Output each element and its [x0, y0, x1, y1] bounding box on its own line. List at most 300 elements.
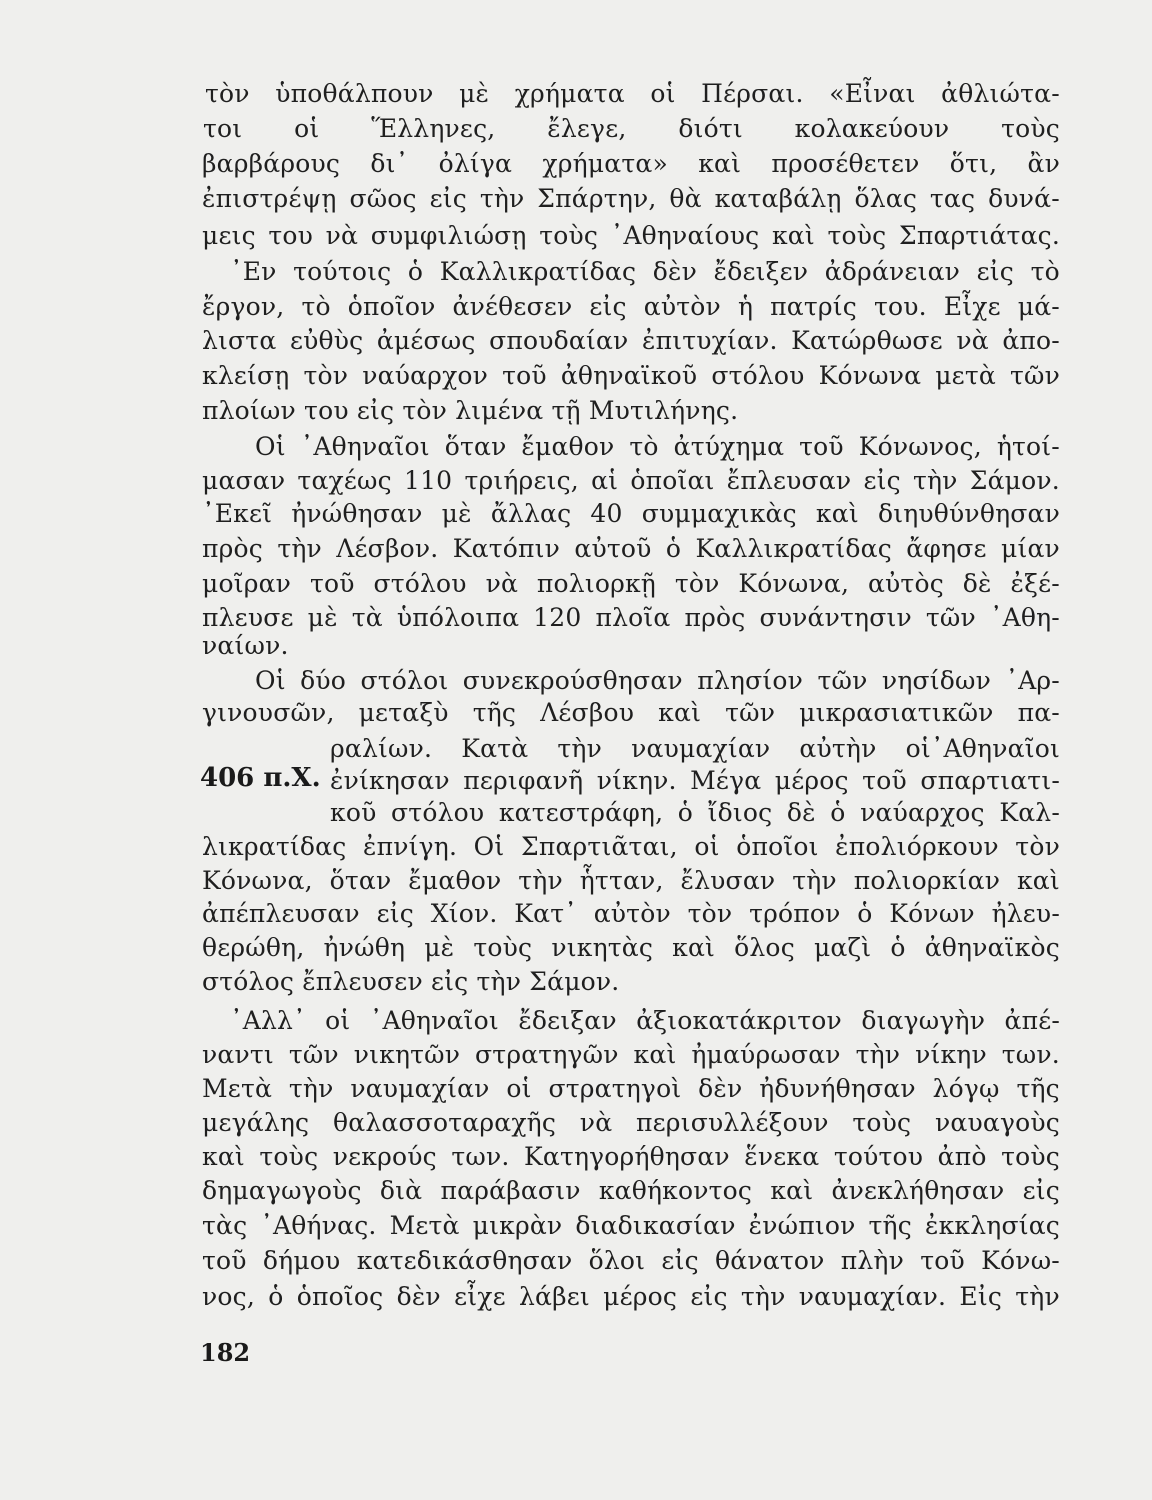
word: τοῦ	[502, 361, 547, 390]
word: διὰ	[379, 1176, 423, 1205]
word: νίκην.	[596, 766, 677, 795]
text-line	[202, 697, 1060, 729]
word: πρὸς	[202, 534, 263, 563]
text-line	[202, 568, 1060, 600]
word: δι᾿	[370, 149, 409, 178]
word: τὴν	[855, 1040, 901, 1069]
word: Καλλικρατίδας	[439, 257, 637, 286]
word: ὑπόλοιπα	[396, 603, 520, 632]
word: Κόνωνα,	[202, 866, 313, 895]
word: νησίδων	[881, 666, 992, 695]
word: τὴν	[518, 866, 563, 895]
word: ἠνώθη	[323, 933, 406, 962]
word: ᾿Αλλ᾿	[230, 1006, 306, 1035]
word: Οἱ	[255, 432, 286, 461]
text-line	[203, 113, 1060, 145]
word: τοῦ	[799, 432, 844, 461]
word: δήμου	[262, 1246, 341, 1275]
word: τὴν	[740, 1282, 786, 1311]
word: πατρίς	[770, 292, 857, 321]
word: σπουδαίαν	[489, 326, 629, 355]
word: ὑποθάλπουν	[275, 79, 434, 108]
word: τῶν	[1009, 361, 1060, 390]
word: μαζὶ	[813, 933, 872, 962]
word: τὴν	[557, 734, 603, 763]
word: εἰς	[376, 899, 414, 928]
word: τὸν	[205, 79, 250, 108]
word: νὰ	[579, 1108, 613, 1137]
word: τούτου	[833, 1142, 924, 1171]
word: καὶ	[698, 149, 742, 178]
word: ραλίων.	[330, 734, 433, 763]
word: ᾿Εν	[230, 257, 277, 286]
word: στόλοι	[360, 666, 449, 695]
word: συνάντησιν	[759, 603, 912, 632]
word: τὰς	[202, 1211, 248, 1240]
word: ἐπιστρέψῃ	[202, 184, 337, 213]
word: στόλου	[373, 569, 467, 598]
word: νος,	[202, 1282, 255, 1311]
word: ἐπνίγη.	[362, 832, 458, 861]
word: ὁποῖοι	[736, 832, 819, 861]
word: ἴδιος	[707, 798, 773, 827]
word: Σπάρτην,	[537, 184, 657, 213]
word: ὅλοι	[588, 1246, 646, 1275]
text-line	[202, 291, 1060, 323]
word: διαδικασίαν	[575, 1211, 736, 1240]
word: εἶχε	[454, 1282, 506, 1311]
word: μικρὰν	[472, 1211, 563, 1240]
word: Σπαρτιᾶται,	[520, 832, 678, 861]
word: ὁποῖος	[296, 1282, 384, 1311]
word: ἂν	[1027, 149, 1060, 178]
word: τὸν	[303, 361, 349, 390]
word: ᾿Αρ-	[1005, 666, 1060, 695]
word: ὀλίγα	[438, 149, 513, 178]
word: τοὺς	[1001, 1142, 1060, 1171]
word: δὲν	[698, 1074, 743, 1103]
word: μίαν	[1001, 534, 1060, 563]
word: διαγωγὴν	[861, 1006, 986, 1035]
word: εἰς	[1022, 1176, 1060, 1205]
text-line: στόλος ἔπλευσεν εἰς τὴν Σάμον.	[202, 967, 620, 996]
word: μοῖραν	[202, 569, 292, 598]
word: κοῦ	[330, 798, 377, 827]
word: ταχέως	[297, 466, 392, 495]
word: τῆς	[472, 698, 517, 727]
word: τοῦ	[920, 1246, 965, 1275]
word: πολιορκίαν	[853, 866, 1001, 895]
word: ὁ	[830, 798, 846, 827]
word: εἰς	[589, 292, 627, 321]
word: ναντι	[202, 1040, 274, 1069]
word: τοι	[203, 114, 243, 143]
word: καὶ	[202, 1142, 245, 1171]
word: σῶος	[349, 184, 417, 213]
word: Μέγα	[690, 766, 762, 795]
word: οἱ᾿Αθηναῖοι	[905, 734, 1060, 763]
word: πα-	[1017, 698, 1060, 727]
word: Εἰς	[959, 1282, 1003, 1311]
word: ναύαρχος	[860, 798, 985, 827]
word: τοὺς	[827, 221, 887, 250]
word: οἱ	[694, 832, 720, 861]
word: τοὺς	[852, 1108, 912, 1137]
word: ναυμαχίαν.	[798, 1282, 947, 1311]
word: καὶ	[672, 933, 716, 962]
word: ἔμαθον	[408, 866, 502, 895]
word: στρατηγοὶ	[548, 1074, 682, 1103]
word: θὰ	[669, 184, 702, 213]
word: μετὰ	[935, 361, 996, 390]
word: τοὺς	[539, 221, 599, 250]
word: τῆς	[1016, 1074, 1060, 1103]
word: ὅταν	[329, 866, 392, 895]
word: μεγάλης	[202, 1108, 310, 1137]
word: ὅλος	[734, 933, 795, 962]
word: μεις	[202, 221, 256, 250]
word: Λέσβου	[540, 698, 635, 727]
word: 120	[533, 603, 582, 632]
text-line	[202, 148, 1060, 180]
word: νὰ	[325, 221, 359, 250]
word: ἀπο-	[1002, 326, 1060, 355]
word: σπαρτιατι-	[920, 766, 1060, 795]
word: Καλ-	[999, 798, 1060, 827]
word: λόγῳ	[932, 1074, 1000, 1103]
word: τριήρεις,	[464, 466, 579, 495]
word: δημαγωγοὺς	[202, 1176, 362, 1205]
word: μέρος	[603, 1282, 678, 1311]
word: ὁ	[890, 933, 906, 962]
word: ἔργον,	[202, 292, 285, 321]
word: τούτοις	[293, 257, 392, 286]
word: ᾿Αθηναῖοι	[300, 432, 430, 461]
text-line	[202, 1039, 1060, 1071]
word: τὰ	[351, 603, 383, 632]
word: μικρασιατικῶν	[799, 698, 994, 727]
word: των.	[451, 1142, 510, 1171]
word: ἀδράνειαν	[824, 257, 961, 286]
word: προσέθετεν	[771, 149, 920, 178]
word: οἱ	[325, 1006, 351, 1035]
word: νεκρούς	[332, 1142, 437, 1171]
word: καθήκοντος	[598, 1176, 753, 1205]
text-line	[202, 498, 1060, 530]
word: βαρβάρους	[202, 149, 341, 178]
word: εἰς	[690, 1282, 728, 1311]
text-line	[202, 465, 1060, 497]
word: τοῦ	[309, 569, 355, 598]
word: διηυθύνθησαν	[877, 499, 1060, 528]
word: ὅταν	[444, 432, 507, 461]
word: περισυλλέξουν	[636, 1108, 829, 1137]
text-line	[230, 1005, 1060, 1037]
word: τας	[929, 184, 976, 213]
text-line	[330, 733, 1060, 765]
word: αὐτὴν	[799, 734, 877, 763]
word: δύο	[300, 666, 347, 695]
text-line	[202, 183, 1060, 215]
word: Κόνωνα,	[738, 569, 850, 598]
word: μὲ	[307, 603, 338, 632]
word: «Εἶναι	[829, 79, 916, 108]
text-line	[202, 602, 1060, 634]
word: νικητὰς	[551, 933, 654, 962]
word: τὸ	[301, 292, 331, 321]
word: Εἶχε	[943, 292, 1001, 321]
word: Κατόπιν	[452, 534, 561, 563]
word: ὁ	[268, 1282, 284, 1311]
word: τὸν	[687, 899, 733, 928]
word: Μετὰ	[202, 1074, 273, 1103]
word: ἄφησε	[906, 534, 987, 563]
word: ἠδυνήθησαν	[759, 1074, 916, 1103]
word: Μετὰ	[389, 1211, 460, 1240]
text-line	[202, 865, 1060, 897]
word: μέρος	[774, 766, 849, 795]
text-line	[202, 1107, 1060, 1139]
word: καὶ	[658, 698, 702, 727]
word: τοὺς	[473, 933, 533, 962]
text-line	[330, 797, 1060, 829]
word: δὲν	[396, 1282, 441, 1311]
word: δὲν	[652, 257, 698, 286]
word: αἱ	[591, 466, 619, 495]
word: οἱ	[294, 114, 320, 143]
word: εὐθὺς	[289, 326, 364, 355]
word: ᾿Αθηναῖοι	[369, 1006, 499, 1035]
word: ναυμαχίαν	[631, 734, 771, 763]
word: διότι	[678, 114, 743, 143]
word: τῆς	[868, 1211, 912, 1240]
word: κλείσῃ	[202, 361, 290, 390]
word: νὰ	[956, 326, 989, 355]
text-line	[255, 665, 1060, 697]
word: τὸ	[1030, 257, 1060, 286]
word: ὁποῖαι	[630, 466, 715, 495]
word: Σάμον.	[969, 466, 1060, 495]
page-number: 182	[200, 1338, 251, 1367]
word: μὲ	[424, 933, 455, 962]
text-line	[202, 1210, 1060, 1242]
word: τῶν	[817, 666, 868, 695]
word: ἀθηναϊκοῦ	[560, 361, 698, 390]
word: στρατηγῶν	[475, 1040, 619, 1069]
word: ἀξιοκατάκριτον	[636, 1006, 842, 1035]
text-line	[202, 1073, 1060, 1105]
word: 40	[590, 499, 623, 528]
word: στόλου	[711, 361, 805, 390]
word: νὰ	[485, 569, 519, 598]
word: Κατὰ	[461, 734, 529, 763]
word: ἕνεκα	[744, 1142, 820, 1171]
word: τοῦ	[202, 1246, 247, 1275]
word: τρόπον	[749, 899, 841, 928]
word: ὁ	[407, 257, 424, 286]
word: δὲ	[962, 569, 992, 598]
word: ἔδειξαν	[518, 1006, 617, 1035]
word: ἔλυσαν	[680, 866, 776, 895]
word: εἰς	[661, 1246, 699, 1275]
word: μεταξὺ	[358, 698, 449, 727]
text-line	[202, 220, 1060, 252]
word: περιφανῆ	[463, 766, 584, 795]
word: αὐτὸν	[643, 292, 721, 321]
word: συνεκρούσθησαν	[462, 666, 683, 695]
word: ὁ	[857, 899, 873, 928]
word: τὴν	[288, 1074, 334, 1103]
word: του.	[873, 292, 927, 321]
word: ἔμαθον	[521, 432, 615, 461]
word: εἰς	[429, 184, 467, 213]
text-line	[230, 256, 1060, 288]
word: ἀτύχημα	[673, 432, 785, 461]
word: ναυαγοὺς	[934, 1108, 1060, 1137]
word: εἰς	[863, 466, 901, 495]
word: μὲ	[441, 499, 472, 528]
word: Λέσβον.	[336, 534, 439, 563]
text-line	[202, 1175, 1060, 1207]
text-line: πλοίων του εἰς τὸν λιμένα τῇ Μυτιλήνης.	[202, 396, 739, 425]
text-line: ναίων.	[202, 631, 289, 660]
word: συμφιλιώσῃ	[370, 221, 527, 250]
word: των.	[1001, 1040, 1060, 1069]
word: τὸ	[629, 432, 659, 461]
word: καὶ	[815, 499, 859, 528]
text-line	[205, 78, 1060, 110]
text-line	[202, 360, 1060, 392]
word: αὐτὸς	[867, 569, 944, 598]
word: Κόνω-	[981, 1246, 1060, 1275]
word: ἐκκλησίας	[924, 1211, 1060, 1240]
word: νίκην	[915, 1040, 987, 1069]
word: πλησίον	[697, 666, 804, 695]
word: ἐξέ-	[1010, 569, 1060, 598]
word: ἡτοί-	[996, 432, 1060, 461]
word: ὅτι,	[949, 149, 998, 178]
word: δυνά-	[988, 184, 1060, 213]
word: Κατώρθωσε	[791, 326, 943, 355]
word: λάβει	[518, 1282, 590, 1311]
word: Πέρσαι.	[701, 79, 804, 108]
word: ἠνώθησαν	[291, 499, 423, 528]
word: παράβασιν	[440, 1176, 581, 1205]
text-line	[202, 1281, 1060, 1313]
word: κολακεύουν	[794, 114, 950, 143]
word: ἀπέπλευσαν	[202, 899, 360, 928]
text-line	[255, 431, 1060, 463]
text-line	[202, 325, 1060, 357]
word: τὸν	[1015, 832, 1060, 861]
word: Κατ᾿	[514, 899, 577, 928]
text-line	[202, 1245, 1060, 1277]
word: πλὴν	[840, 1246, 905, 1275]
word: Οἱ	[255, 666, 286, 695]
word: ὁ	[665, 534, 682, 563]
word: ἀνέθεσεν	[452, 292, 573, 321]
word: πολιορκῇ	[536, 569, 656, 598]
word: Κόνων	[889, 899, 975, 928]
word: Οἱ	[473, 832, 505, 861]
word: ἀθηναϊκὸς	[924, 933, 1060, 962]
word: θερώθη,	[202, 933, 305, 962]
word: μὲ	[459, 79, 490, 108]
word: τῶν	[925, 603, 976, 632]
word: Κόνωνα	[818, 361, 922, 390]
word: ἠλευ-	[991, 899, 1060, 928]
text-line	[202, 932, 1060, 964]
word: αὐτὸν	[593, 899, 671, 928]
word: δὲ	[786, 798, 816, 827]
word: θάνατον	[715, 1246, 825, 1275]
word: ἀπὸ	[937, 1142, 987, 1171]
word: Ἕλληνες,	[371, 114, 496, 143]
word: θαλασσοταραχῆς	[332, 1108, 557, 1137]
word: ἐπιτυχίαν.	[641, 326, 778, 355]
word: ὁποῖον	[347, 292, 436, 321]
word: ἀθλιώτα-	[941, 79, 1060, 108]
word: ἀμέσως	[376, 326, 476, 355]
margin-date-note: 406 π.Χ.	[200, 763, 321, 793]
word: τῶν	[288, 1040, 339, 1069]
word: νικητῶν	[353, 1040, 461, 1069]
word: ἡ	[737, 292, 754, 321]
word: Χίον.	[430, 899, 498, 928]
word: τὴν	[792, 866, 837, 895]
word: ὅλας	[854, 184, 918, 213]
word: ἄλλας	[490, 499, 572, 528]
word: καὶ	[1016, 866, 1060, 895]
word: τὴν	[277, 534, 322, 563]
word: τοὺς	[259, 1142, 319, 1171]
text-line	[330, 765, 1060, 797]
word: κατεστράφη,	[498, 798, 664, 827]
word: τὴν	[1015, 1282, 1060, 1311]
word: ἧτταν,	[579, 866, 664, 895]
word: ἔδειξεν	[713, 257, 809, 286]
word: τὴν	[912, 466, 958, 495]
word: ᾿Αθήνας.	[260, 1211, 377, 1240]
word: πλευσε	[202, 603, 294, 632]
word: ᾿Αθη-	[989, 603, 1060, 632]
word: αὐτοῦ	[574, 534, 652, 563]
word: οἱ	[650, 79, 676, 108]
word: εἰς	[976, 257, 1015, 286]
word: μασαν	[202, 466, 286, 495]
word: ναύαρχον	[362, 361, 489, 390]
word: ἔλεγε,	[547, 114, 627, 143]
word: ἀπέ-	[1004, 1006, 1060, 1035]
word: κατεδικάσθησαν	[356, 1246, 573, 1275]
word: στόλου	[391, 798, 485, 827]
word: μά-	[1017, 292, 1060, 321]
word: χρήματα	[514, 79, 625, 108]
word: του	[268, 221, 314, 250]
text-line	[202, 831, 1060, 863]
word: ἐνίκησαν	[330, 766, 450, 795]
text-line	[202, 533, 1060, 565]
word: τὸν	[674, 569, 720, 598]
word: καὶ	[771, 221, 815, 250]
word: τὴν	[479, 184, 525, 213]
word: λιστα	[202, 326, 277, 355]
word: Καλλικρατίδας	[695, 534, 892, 563]
word: τῶν	[725, 698, 776, 727]
word: χρήματα»	[542, 149, 668, 178]
word: τοῦ	[862, 766, 907, 795]
word: ᾿Αθηναίους	[610, 221, 760, 250]
